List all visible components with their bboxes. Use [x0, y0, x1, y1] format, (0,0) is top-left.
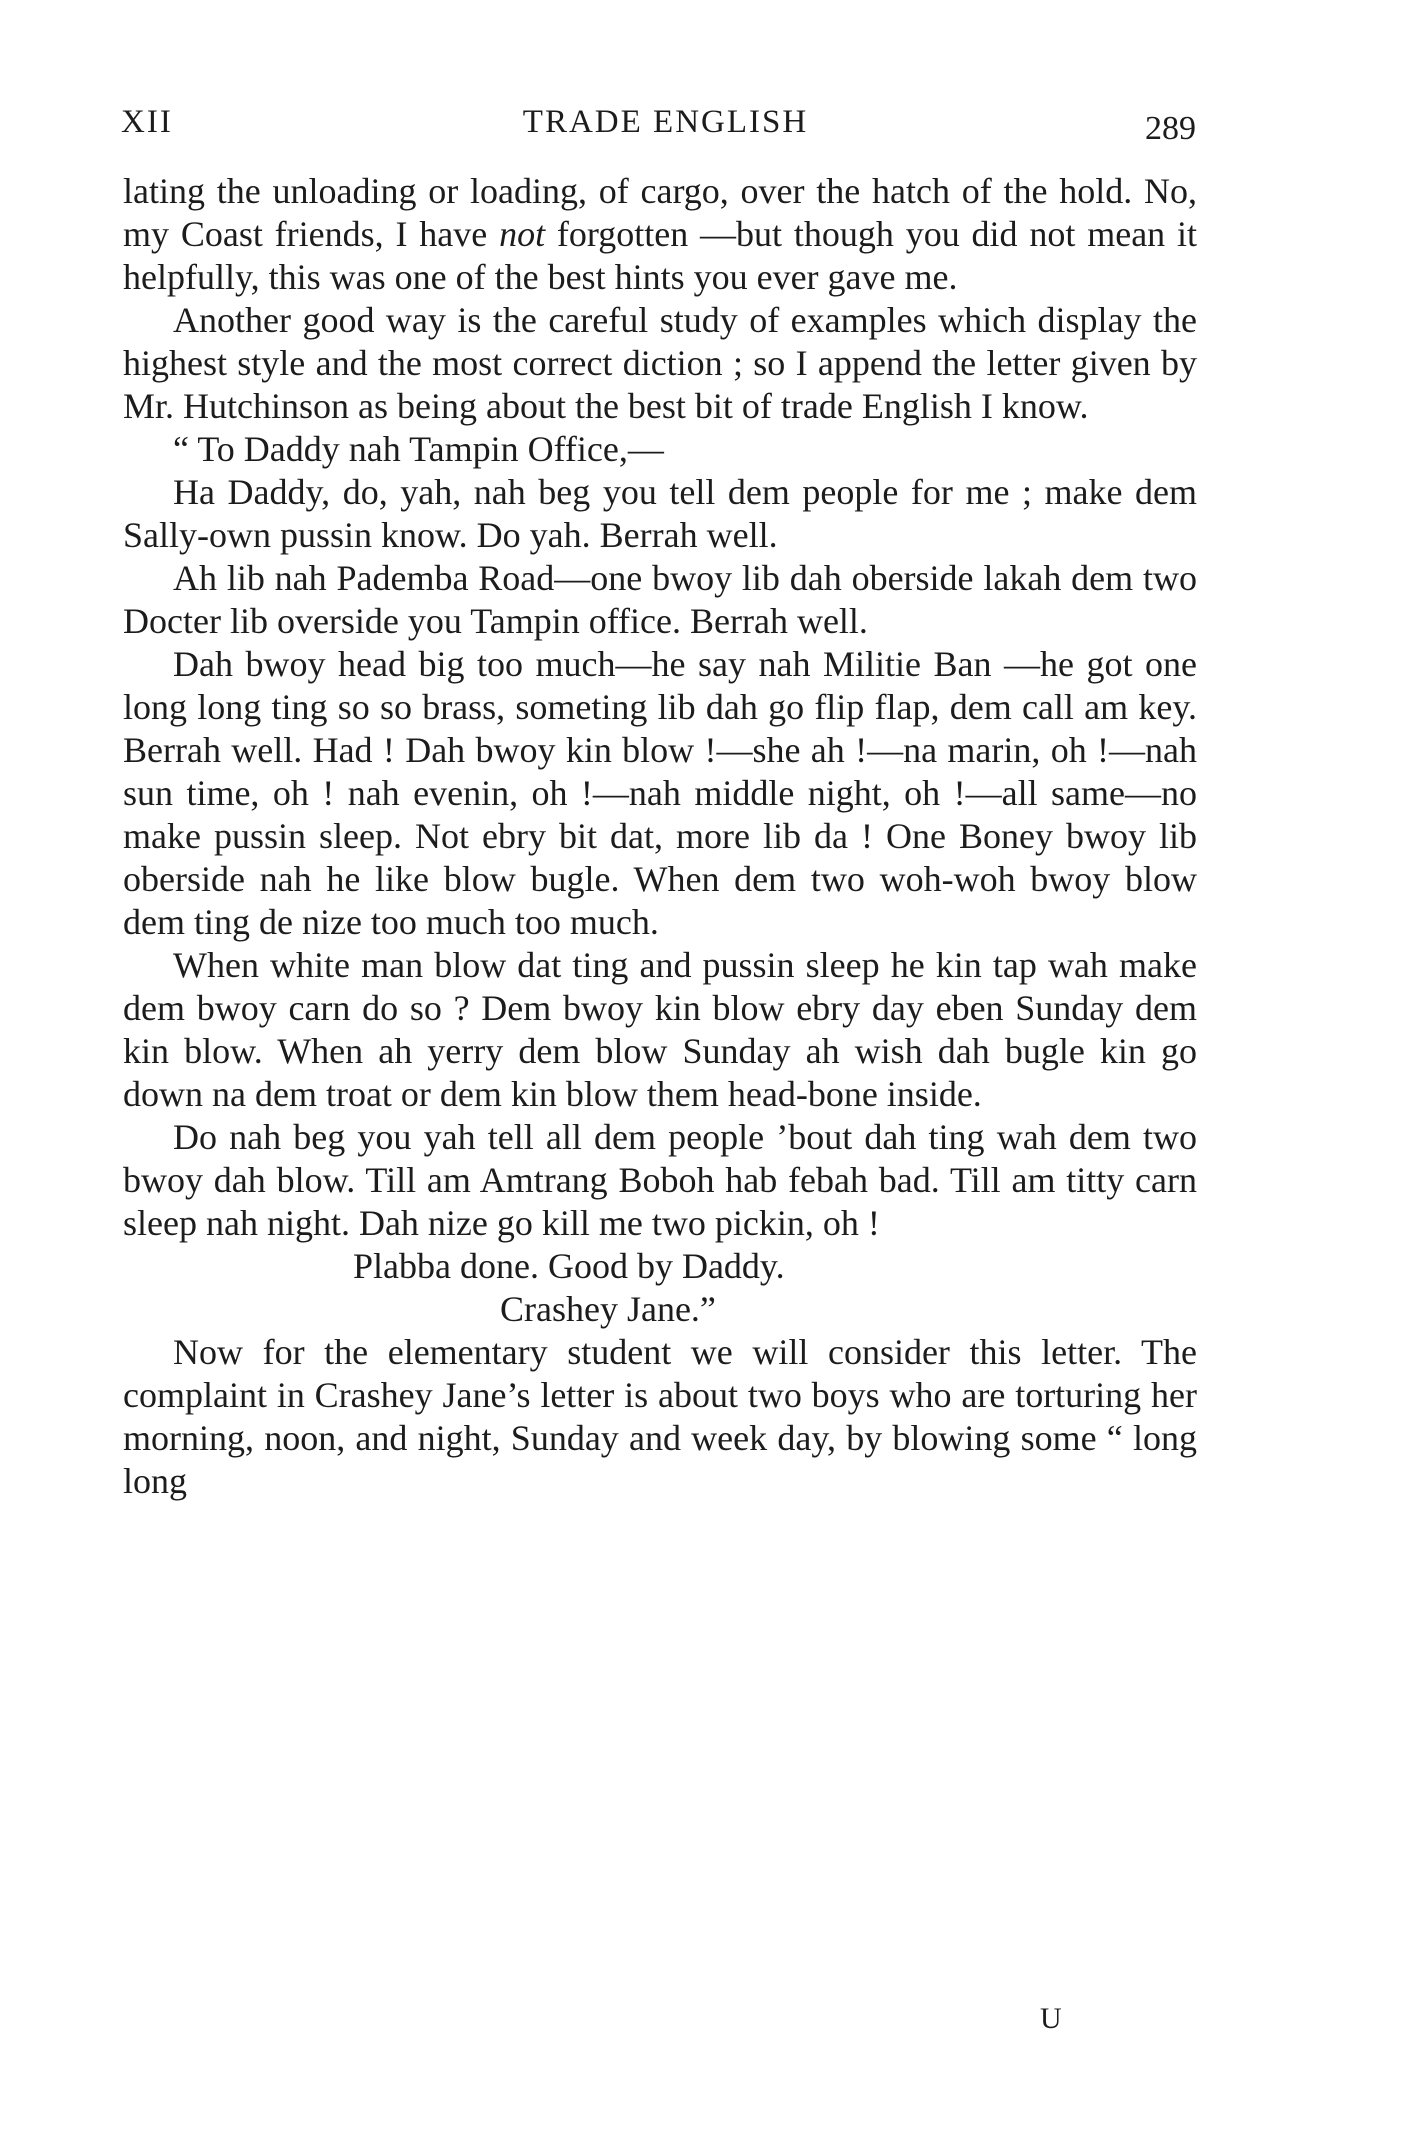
- letter-paragraph: Ha Daddy, do, yah, nah beg you tell dem people for me ; make dem Sally-own pussin know. Do yah. Berrah well.: [123, 472, 1197, 555]
- letter-closing: Plabba done. Good by Daddy.: [353, 1246, 785, 1286]
- page-number: 289: [1145, 110, 1196, 147]
- letter-paragraph: Do nah beg you yah tell all dem people ’bout dah ting wah dem two bwoy dah blow. Till am Amtrang Boboh hab febah bad. Till am titty carn sleep nah night. Dah nize go kill me two pickin, oh !: [123, 1117, 1197, 1243]
- letter-paragraph: When white man blow dat ting and pussin sleep he kin tap wah make dem bwoy carn do so ? Dem bwoy kin blow ebry day eben Sunday dem kin blow. When ah yerry dem blow Sunday ah wish dah bugle kin go down na dem troat or dem kin blow them head-bone inside.: [123, 945, 1197, 1114]
- letter-signature: Crashey Jane.”: [500, 1289, 716, 1329]
- paragraph-continuation: lating the unloading or loading, of cargo, over the hatch of the hold. No, my Coast friends, I have not forgotten —but though you did not mean it helpfully, this was one of the best hints you ever gave me.: [123, 171, 1198, 297]
- running-head: [121, 100, 1210, 150]
- letter-paragraph: Dah bwoy head big too much—he say nah Militie Ban —he got one long long ting so so brass, someting lib dah go flip flap, dem call am key. Berrah well. Had ! Dah bwoy kin blow !—she ah !—na marin, oh !—nah sun time, oh ! nah evenin, oh !—nah middle night, oh !—all same—no make pussin sleep. Not ebry bit dat, more lib da ! One Boney bwoy lib oberside nah he like blow bugle. When dem two woh-woh bwoy blow dem ting de nize too much too much.: [123, 644, 1197, 942]
- paragraph: Now for the elementary student we will consider this letter. The complaint in Crashey Jane’s letter is about two boys who are torturing her morning, noon, and night, Sunday and week day, by blowing some “ long long: [123, 1332, 1197, 1501]
- letter-paragraph: Ah lib nah Pademba Road—one bwoy lib dah oberside lakah dem two Docter lib overside you Tampin office. Berrah well.: [123, 558, 1197, 641]
- printer-signature-mark: U: [1040, 2002, 1062, 2035]
- letter-salutation: “ To Daddy nah Tampin Office,—: [173, 429, 664, 469]
- running-title: TRADE ENGLISH: [522, 104, 809, 140]
- body-text: [123, 170, 1197, 1503]
- chapter-number: XII: [121, 104, 173, 140]
- paragraph: Another good way is the careful study of examples which display the highest style and the most correct diction ; so I append the letter given by Mr. Hutchinson as being about the best bit of trade English I know.: [123, 300, 1197, 426]
- emphasis-text: not: [499, 214, 546, 254]
